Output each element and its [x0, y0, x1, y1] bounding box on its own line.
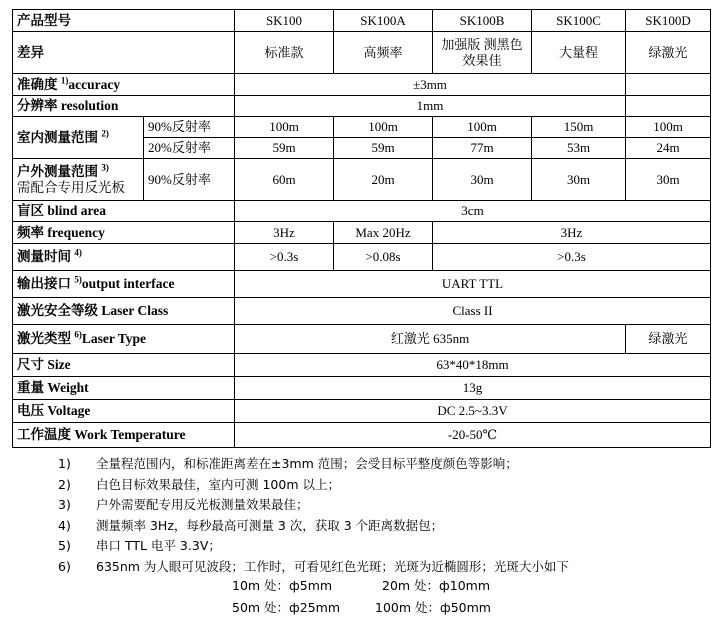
model-cell: SK100A [334, 10, 433, 32]
resolution-label: 分辨率 resolution [13, 96, 235, 117]
model-cell: SK100D [626, 10, 711, 32]
spot-size: 20m 处：ф10mm [382, 578, 491, 593]
diff-cell: 高频率 [334, 32, 433, 74]
accuracy-value: ±3mm [235, 74, 626, 96]
laser-type-label: 激光类型 $^{6)}$Laser Type [13, 325, 235, 354]
blind-value: 3cm [235, 201, 711, 222]
accuracy-label: 准确度 $^{1)}$accuracy [13, 74, 235, 96]
value-cell: 100m [433, 117, 532, 138]
outdoor-90-label: 90%反射率 [144, 159, 235, 201]
value-cell: 3Hz [433, 222, 711, 244]
meas-time-label: 测量时间 $^{4)}$ [13, 244, 235, 271]
resolution-value: 1mm [235, 96, 626, 117]
row-blind [13, 201, 711, 222]
row-laser-class [13, 298, 711, 325]
temp-label: 工作温度 Work Temperature [13, 423, 235, 448]
value-cell: 150m [532, 117, 626, 138]
value-cell: 30m [626, 159, 711, 201]
row-indoor-90 [13, 117, 711, 138]
row-diff [13, 32, 711, 74]
spot-size: 10m 处：ф5mm [232, 578, 333, 593]
size-label: 尺寸 Size [13, 354, 235, 377]
diff-cell: 大量程 [532, 32, 626, 74]
indoor-90-label: 90%反射率 [144, 117, 235, 138]
frequency-label: 频率 frequency [13, 222, 235, 244]
row-meas-time [13, 244, 711, 271]
footnote: 3) 户外需要配专用反光板测量效果最佳； [58, 497, 309, 512]
row-model [13, 10, 711, 32]
footnote: 2) 白色目标效果最佳，室内可测 100m 以上； [58, 476, 340, 492]
value-cell: >0.3s [235, 244, 334, 271]
blind-label: 盲区 blind area [13, 201, 235, 222]
indoor-20-label: 20%反射率 [144, 138, 235, 159]
weight-label: 重量 Weight [13, 377, 235, 400]
model-cell: SK100C [532, 10, 626, 32]
footnote: 5) 串口 TTL 电平 3.3V； [58, 538, 221, 553]
row-frequency [13, 222, 711, 244]
value-cell: 3Hz [235, 222, 334, 244]
value-cell: 30m [433, 159, 532, 201]
value-cell: 100m [334, 117, 433, 138]
value-cell: 20m [334, 159, 433, 201]
diff-cell: 加强版 测黑色效果佳 [433, 32, 532, 74]
row-temp [13, 423, 711, 448]
value-cell: Max 20Hz [334, 222, 433, 244]
value-cell: 53m [532, 138, 626, 159]
value-cell: >0.3s [433, 244, 711, 271]
value-cell: 60m [235, 159, 334, 201]
value-cell: 77m [433, 138, 532, 159]
row-resolution [13, 96, 711, 117]
model-cell: SK100 [235, 10, 334, 32]
spot-row [232, 597, 552, 619]
row-size [13, 354, 711, 377]
spec-table [12, 9, 711, 448]
footnote: 1) 全量程范围内，和标准距离差在±3mm 范围；会受目标平整度颜色等影响； [58, 456, 518, 471]
laser-type-green: 绿激光 [626, 325, 711, 354]
spot-size-list [232, 575, 552, 619]
row-output [13, 271, 711, 298]
value-cell: 100m [235, 117, 334, 138]
diff-cell: 绿激光 [626, 32, 711, 74]
diff-cell: 标准款 [235, 32, 334, 74]
indoor-label: 室内测量范围 $^{2)}$ [13, 117, 144, 159]
laser-class-label: 激光安全等级 Laser Class [13, 298, 235, 325]
size-value: 63*40*18mm [235, 354, 711, 377]
output-label: 输出接口 $^{5)}$output interface [13, 271, 235, 298]
output-value: UART TTL [235, 271, 711, 298]
row-weight [13, 377, 711, 400]
row-voltage [13, 400, 711, 423]
value-cell: 100m [626, 117, 711, 138]
row-laser-type [13, 325, 711, 354]
footnotes [58, 454, 718, 577]
value-cell: 59m [235, 138, 334, 159]
row-outdoor [13, 159, 711, 201]
model-label: 产品型号 [13, 10, 235, 32]
voltage-value: DC 2.5~3.3V [235, 400, 711, 423]
value-cell: 59m [334, 138, 433, 159]
footnote: 4) 测量频率 3Hz，每秒最高可测量 3 次，获取 3 个距离数据包； [58, 517, 444, 533]
laser-class-value: Class II [235, 298, 711, 325]
outdoor-label: 户外测量范围 $^{3)}$ 需配合专用反光板 [13, 159, 144, 201]
spot-size: 50m 处：ф25mm [232, 600, 341, 615]
model-cell: SK100B [433, 10, 532, 32]
empty-cell [626, 74, 711, 96]
spot-row [232, 575, 552, 597]
value-cell: >0.08s [334, 244, 433, 271]
spot-size: 100m 处：ф50mm [375, 600, 491, 615]
value-cell: 24m [626, 138, 711, 159]
footnote: 6) 635nm 为人眼可见波段；工作时，可看见红色光斑；光斑为近椭圆形；光斑大小如下 [58, 558, 569, 574]
value-cell: 30m [532, 159, 626, 201]
voltage-label: 电压 Voltage [13, 400, 235, 423]
diff-label: 差异 [13, 32, 235, 74]
weight-value: 13g [235, 377, 711, 400]
row-accuracy [13, 74, 711, 96]
empty-cell [626, 96, 711, 117]
temp-value: -20-50℃ [235, 423, 711, 448]
laser-type-red: 红激光 635nm [235, 325, 626, 354]
